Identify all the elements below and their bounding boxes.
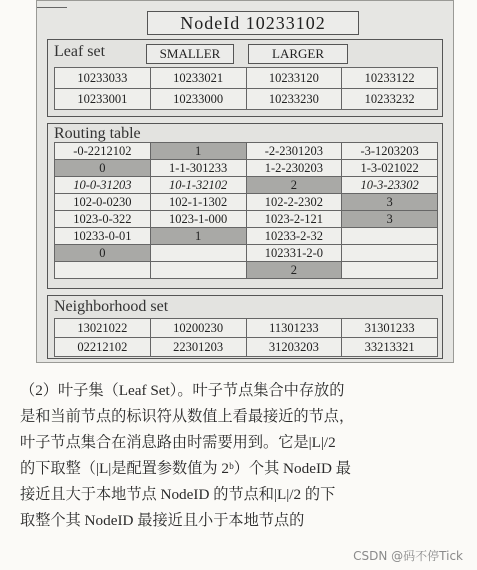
neighborhood-set-label: Neighborhood set bbox=[54, 298, 169, 315]
routing-cell: 1023-2-121 bbox=[246, 211, 342, 228]
leaf-set-label: Leaf set bbox=[54, 43, 106, 60]
smaller-label: SMALLER bbox=[146, 44, 234, 64]
routing-cell-shaded: 1 bbox=[150, 143, 246, 160]
neighbor-cell: 10200230 bbox=[150, 319, 246, 338]
routing-cell-shaded: 1 bbox=[150, 228, 246, 245]
table-row bbox=[55, 160, 438, 177]
routing-cell bbox=[342, 245, 438, 262]
routing-cell-shaded: 0 bbox=[55, 245, 151, 262]
table-row bbox=[55, 319, 438, 338]
neighbor-cell: 13021022 bbox=[55, 319, 151, 338]
neighborhood-set-table bbox=[54, 318, 438, 357]
paragraph-line: 取整个其 NodeID 最接近且小于本地节点的 bbox=[20, 512, 305, 529]
routing-cell bbox=[342, 262, 438, 279]
routing-cell-shaded: 2 bbox=[246, 177, 342, 194]
paragraph-line: 叶子节点集合在消息路由时需要用到。它是|L|/2 bbox=[20, 434, 336, 451]
table-row bbox=[55, 143, 438, 160]
leaf-cell: 10233232 bbox=[342, 89, 438, 110]
leaf-cell: 10233001 bbox=[55, 89, 151, 110]
leaf-cell: 10233230 bbox=[246, 89, 342, 110]
routing-cell-shaded: 3 bbox=[342, 194, 438, 211]
routing-cell bbox=[342, 228, 438, 245]
routing-cell bbox=[55, 262, 151, 279]
neighbor-cell: 22301203 bbox=[150, 338, 246, 357]
routing-cell: -3-1203203 bbox=[342, 143, 438, 160]
routing-cell: 10-3-23302 bbox=[342, 177, 438, 194]
routing-cell: 10233-2-32 bbox=[246, 228, 342, 245]
table-row bbox=[55, 338, 438, 357]
table-row bbox=[55, 194, 438, 211]
body-paragraph bbox=[20, 378, 460, 534]
leaf-cell: 10233033 bbox=[55, 68, 151, 89]
paragraph-line: 的下取整（|L|是配置参数值为 2ᵇ）个其 NodeID 最 bbox=[20, 460, 351, 477]
cropped-edge bbox=[37, 1, 67, 8]
routing-cell-shaded: 2 bbox=[246, 262, 342, 279]
table-row bbox=[55, 228, 438, 245]
routing-cell: 102-2-2302 bbox=[246, 194, 342, 211]
leaf-cell: 10233122 bbox=[342, 68, 438, 89]
table-row bbox=[55, 68, 438, 89]
pastry-node-state-figure bbox=[36, 0, 454, 363]
routing-cell bbox=[150, 245, 246, 262]
routing-table-label: Routing table bbox=[54, 125, 141, 142]
routing-table bbox=[54, 142, 438, 279]
neighborhood-set-box bbox=[47, 295, 443, 359]
table-row bbox=[55, 262, 438, 279]
neighbor-cell: 11301233 bbox=[246, 319, 342, 338]
leaf-cell: 10233000 bbox=[150, 89, 246, 110]
paragraph-line: 是和当前节点的标识符从数值上看最接近的节点， bbox=[20, 408, 355, 425]
routing-cell bbox=[150, 262, 246, 279]
table-row bbox=[55, 245, 438, 262]
leaf-set-table bbox=[54, 67, 438, 110]
routing-cell: 1-2-230203 bbox=[246, 160, 342, 177]
watermark: CSDN @码不停Tick bbox=[353, 549, 463, 563]
routing-cell: 102331-2-0 bbox=[246, 245, 342, 262]
leaf-set-box bbox=[47, 39, 443, 117]
routing-cell-shaded: 3 bbox=[342, 211, 438, 228]
neighbor-cell: 02212102 bbox=[55, 338, 151, 357]
routing-cell: 102-1-1302 bbox=[150, 194, 246, 211]
routing-cell: 1023-0-322 bbox=[55, 211, 151, 228]
neighbor-cell: 31203203 bbox=[246, 338, 342, 357]
table-row bbox=[55, 211, 438, 228]
routing-cell: 10233-0-01 bbox=[55, 228, 151, 245]
table-row bbox=[55, 177, 438, 194]
neighbor-cell: 31301233 bbox=[342, 319, 438, 338]
routing-cell: 102-0-0230 bbox=[55, 194, 151, 211]
node-id-title: NodeId 10233102 bbox=[147, 11, 359, 35]
leaf-cell: 10233021 bbox=[150, 68, 246, 89]
routing-table-box bbox=[47, 123, 443, 289]
routing-cell: -2-2301203 bbox=[246, 143, 342, 160]
leaf-cell: 10233120 bbox=[246, 68, 342, 89]
routing-cell: 1-3-021022 bbox=[342, 160, 438, 177]
larger-label: LARGER bbox=[248, 44, 348, 64]
routing-cell: 10-0-31203 bbox=[55, 177, 151, 194]
routing-cell: 1023-1-000 bbox=[150, 211, 246, 228]
routing-cell: 1-1-301233 bbox=[150, 160, 246, 177]
routing-cell-shaded: 0 bbox=[55, 160, 151, 177]
paragraph-line: 接近且大于本地节点 NodeID 的节点和|L|/2 的下 bbox=[20, 486, 336, 503]
routing-cell: 10-1-32102 bbox=[150, 177, 246, 194]
paragraph-line: （2）叶子集（Leaf Set）。叶子节点集合中存放的 bbox=[20, 382, 345, 399]
table-row bbox=[55, 89, 438, 110]
neighbor-cell: 33213321 bbox=[342, 338, 438, 357]
routing-cell: -0-2212102 bbox=[55, 143, 151, 160]
